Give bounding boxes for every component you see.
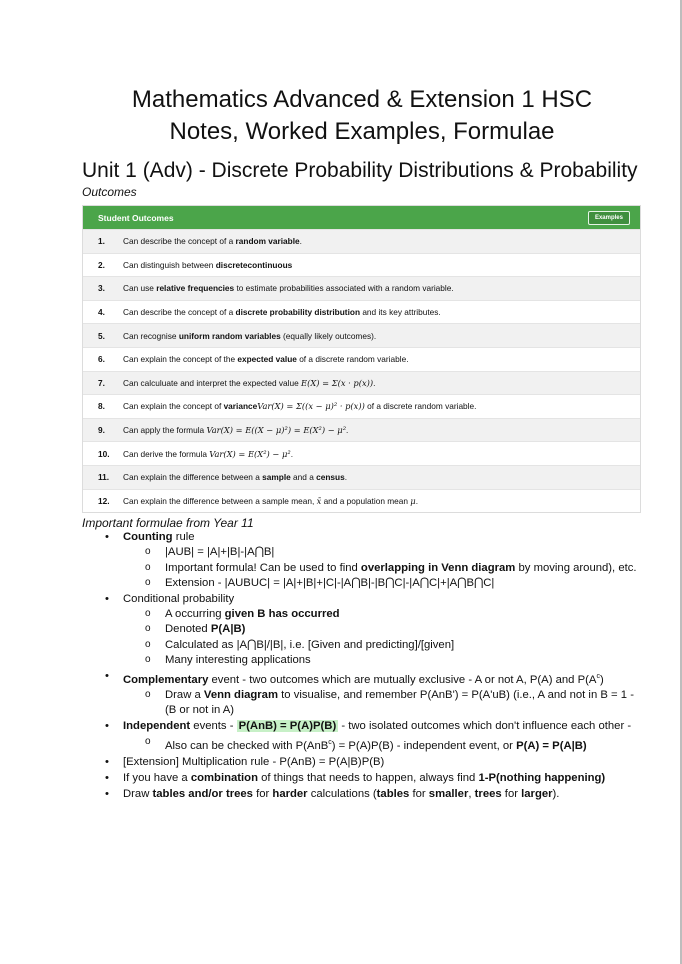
outcome-fragment: Can explain the difference between a sample mean,	[123, 495, 317, 506]
bold-text: smaller	[428, 787, 469, 800]
counting-text: rule	[172, 531, 195, 544]
outcome-text	[123, 283, 640, 293]
outcome-text	[123, 236, 640, 246]
outcome-text	[123, 425, 640, 435]
formulae-title: Important formulae from Year 11	[82, 516, 254, 531]
outcome-fragment: .	[344, 472, 348, 483]
sub-item	[165, 561, 642, 576]
independent-sublist	[123, 735, 642, 754]
text: for	[409, 787, 429, 800]
outcome-math: μ	[410, 495, 416, 506]
counting-sublist	[123, 545, 642, 591]
outcome-text	[123, 378, 640, 388]
outcome-rows	[83, 229, 640, 512]
outcome-row	[83, 489, 640, 513]
outcome-fragment: Can recognise	[123, 330, 179, 341]
outcome-fragment: Can derive the formula	[123, 448, 210, 459]
outcome-row	[83, 371, 640, 395]
outcome-bold: random variable	[235, 236, 300, 247]
sub-text: Also can be checked with P(AnB	[165, 739, 329, 752]
outcome-number: 8.	[98, 401, 105, 412]
outcome-number: 9.	[98, 425, 105, 436]
sub-item: o Calculated as |A⋂B|/|B|, i.e. [Given and predicting]/[given]	[165, 638, 642, 653]
sub-text: ) = P(A)P(B) - independent event, or	[331, 739, 517, 752]
list-item-independent	[123, 719, 642, 753]
examples-button[interactable]: Examples	[588, 211, 630, 225]
independent-bold: Independent	[123, 720, 191, 733]
sub-text: Draw a	[165, 688, 204, 701]
outcome-bold: relative frequencies	[156, 283, 235, 294]
student-outcomes-panel	[82, 205, 641, 513]
outcomes-header	[83, 206, 640, 229]
outcome-fragment: Can apply the formula	[123, 425, 207, 436]
text: of things that needs to happen, always find	[257, 771, 479, 784]
outcome-fragment: of a discrete random variable.	[296, 354, 409, 365]
outcome-bold: uniform random variables	[178, 330, 281, 341]
outcome-fragment: and a population mean	[321, 495, 411, 506]
title-line-2: Notes, Worked Examples, Formulae	[169, 118, 555, 145]
list-item-tables	[123, 787, 642, 802]
sub-bold: P(A) = P(A|B)	[516, 739, 587, 752]
sub-bold: given B has occurred	[224, 608, 340, 621]
text: for	[501, 787, 522, 800]
bold-text: tables and/or trees	[152, 787, 253, 800]
text: for	[252, 787, 273, 800]
outcome-bold: expected value	[237, 354, 297, 365]
outcome-number: 11.	[98, 472, 110, 483]
sub-bold: Venn diagram	[203, 688, 279, 701]
outcome-fragment: .	[373, 377, 376, 388]
superscript: c	[596, 672, 600, 680]
outcome-text	[123, 331, 640, 341]
outcome-fragment: Can calculuate and interpret the expected value	[123, 377, 302, 388]
outcome-row	[83, 323, 640, 347]
outcomes-header-title: Student Outcomes	[98, 212, 174, 223]
outcome-fragment: .	[299, 236, 302, 247]
outcome-fragment: .	[346, 425, 349, 436]
text: Draw	[123, 787, 153, 800]
outcome-text	[123, 260, 640, 270]
text: ,	[468, 787, 475, 800]
outcome-fragment: and its key attributes.	[360, 307, 441, 318]
sub-item: o Extension - |AUBUC| = |A|+|B|+|C|-|A⋂B|-|B⋂C|-|A⋂C|+|A⋂B⋂C|	[165, 576, 642, 591]
complementary-text-end: )	[599, 673, 604, 686]
outcome-number: 3.	[98, 283, 105, 294]
list-item-multiplication: • [Extension] Multiplication rule - P(AnB) = P(A|B)P(B)	[123, 755, 642, 770]
outcome-number: 1.	[98, 236, 105, 247]
outcome-number: 4.	[98, 307, 105, 318]
complementary-text: event - two outcomes which are mutually exclusive - A or not A, P(A) and P(A	[208, 673, 597, 686]
bold-text: harder	[272, 787, 308, 800]
outcome-fragment: and a	[290, 472, 317, 483]
outcome-text	[123, 354, 640, 364]
bold-text: combination	[190, 771, 258, 784]
outcome-text	[123, 449, 640, 459]
outcome-number: 10.	[98, 448, 110, 459]
outcome-number: 6.	[98, 354, 105, 365]
formulae-notes	[82, 530, 642, 802]
sub-item: o Many interesting applications	[165, 653, 642, 668]
outcome-row	[83, 394, 640, 418]
highlighted-formula: P(AnB) = P(A)P(B)	[238, 720, 337, 733]
sub-text: by moving around), etc.	[515, 561, 637, 574]
independent-text: events -	[190, 720, 237, 733]
outcome-fragment: Can explain the concept of	[123, 401, 224, 412]
bold-text: tables	[376, 787, 410, 800]
outcome-math: Var(X) = E((X − μ)²) = E(X²) − μ²	[206, 425, 347, 436]
outcome-bold: variance	[223, 401, 258, 412]
outcome-number: 12.	[98, 495, 110, 506]
outcome-math: Var(X) = Σ((x − μ)² · p(x))	[257, 401, 365, 412]
sub-item	[165, 688, 642, 718]
outcome-fragment: Can describe the concept of a	[123, 307, 236, 318]
outcome-text	[123, 307, 640, 317]
outcome-fragment: Can explain the concept of the	[123, 354, 238, 365]
sub-text: to visualise, and remember P(AnB') = P(A'uB) (i.e., A and not in B = 1 - (B or not in A)	[165, 688, 634, 717]
formulae-list	[82, 530, 642, 802]
sub-bold: P(A|B)	[210, 623, 246, 636]
outcome-text	[123, 401, 640, 411]
sub-item	[165, 607, 642, 622]
outcome-fragment: to estimate probabilities associated with a random variable.	[234, 283, 454, 294]
sub-text: Important formula! Can be used to find	[165, 561, 361, 574]
outcome-bold: sample	[262, 472, 291, 483]
bold-text: trees	[474, 787, 502, 800]
sub-item: o |AUB| = |A|+|B|-|A⋂B|	[165, 545, 642, 560]
sub-item	[165, 735, 642, 754]
outcome-row	[83, 276, 640, 300]
sub-item	[165, 622, 642, 637]
conditional-text: Conditional probability	[123, 592, 235, 605]
list-item-counting	[123, 530, 642, 591]
outcome-bold: continuous	[247, 259, 293, 270]
outcome-math: x̄	[316, 495, 322, 506]
unit-title: Unit 1 (Adv) - Discrete Probability Distributions & Probability	[82, 159, 638, 182]
outcome-fragment: .	[290, 448, 294, 459]
text: If you have a	[123, 771, 191, 784]
outcome-bold: discrete probability distribution	[235, 307, 361, 318]
outcome-math: E(X) = Σ(x · p(x))	[301, 377, 374, 388]
outcome-row	[83, 300, 640, 324]
outcome-text	[123, 472, 640, 482]
complementary-bold: Complementary	[123, 673, 209, 686]
outcome-row	[83, 418, 640, 442]
outcome-fragment: Can explain the difference between a	[123, 472, 263, 483]
bold-text: larger	[521, 787, 553, 800]
outcome-text	[123, 496, 640, 506]
outcome-bold: census	[316, 472, 345, 483]
text: calculations (	[307, 787, 377, 800]
outcome-fragment: .	[415, 495, 419, 506]
superscript: c	[328, 738, 332, 746]
outcome-fragment: of a discrete random variable.	[364, 401, 477, 412]
outcome-row	[83, 465, 640, 489]
sub-text: A occurring	[165, 608, 225, 621]
outcome-row	[83, 253, 640, 277]
outcome-row	[83, 347, 640, 371]
outcome-fragment: Can use	[123, 283, 157, 294]
document-page	[82, 84, 642, 803]
bold-text: 1-P(nothing happening)	[478, 771, 606, 784]
list-item-conditional	[123, 592, 642, 668]
outcomes-label: Outcomes	[82, 185, 137, 199]
title-line-1: Mathematics Advanced & Extension 1 HSC	[131, 86, 593, 113]
outcome-number: 5.	[98, 330, 105, 341]
outcome-row	[83, 441, 640, 465]
complementary-sublist	[123, 688, 642, 718]
sub-bold: overlapping in Venn diagram	[360, 561, 516, 574]
list-item-combination	[123, 771, 642, 786]
sub-text: Denoted	[165, 623, 211, 636]
outcome-math: Var(X) = E(X²) − μ²	[209, 448, 291, 459]
outcome-fragment: (equally likely outcomes).	[280, 330, 377, 341]
list-item-complementary	[123, 669, 642, 718]
outcome-number: 2.	[98, 259, 105, 270]
counting-bold: Counting	[123, 531, 173, 544]
text: ).	[552, 787, 560, 800]
outcome-bold: discrete	[215, 259, 248, 270]
outcome-row	[83, 229, 640, 253]
independent-text-end: - two isolated outcomes which don't influence each other -	[338, 720, 632, 733]
outcome-fragment: Can distinguish between	[123, 259, 216, 270]
document-title	[82, 84, 642, 148]
outcome-fragment: Can describe the concept of a	[123, 236, 236, 247]
conditional-sublist	[123, 607, 642, 668]
outcome-number: 7.	[98, 377, 105, 388]
